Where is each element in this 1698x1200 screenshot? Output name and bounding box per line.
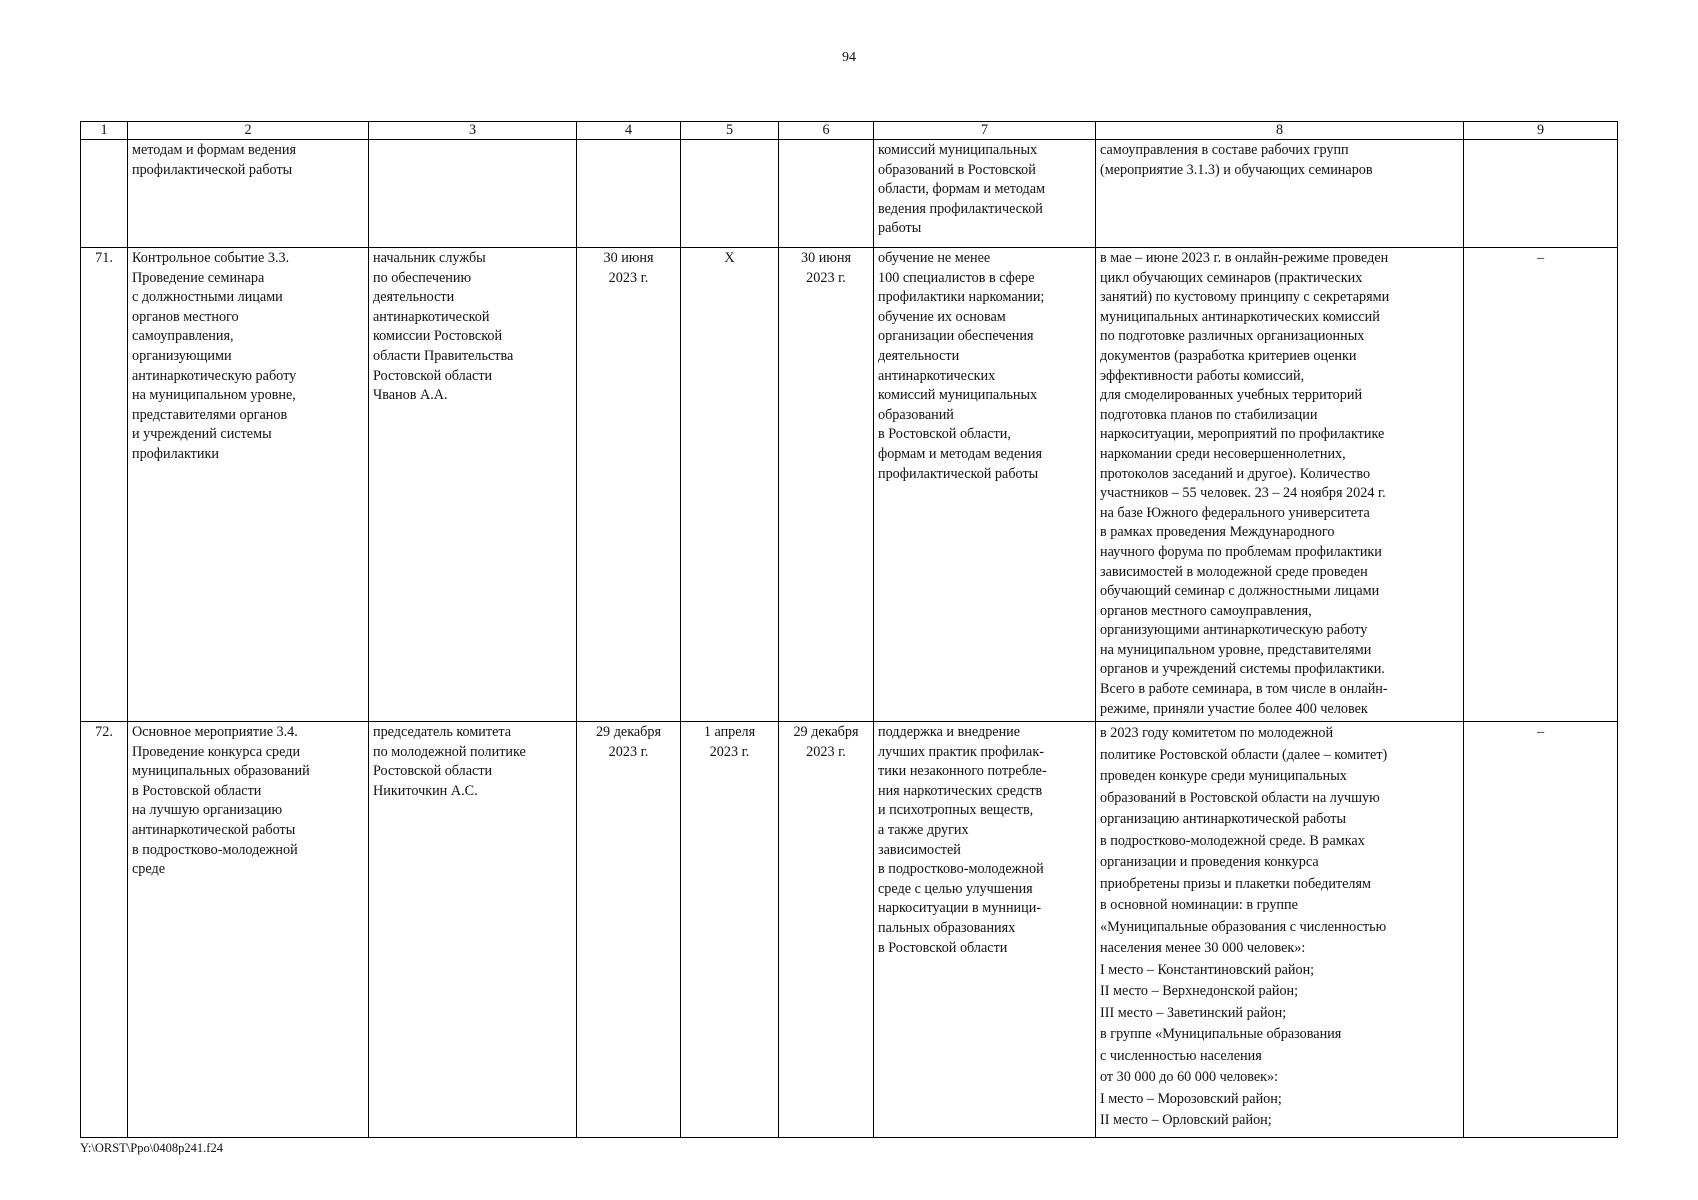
date-fact-start-cell: 1 апреля 2023 г. xyxy=(681,722,779,1138)
date-plan-cell: 29 декабря 2023 г. xyxy=(577,722,681,1138)
result-plan-cell: поддержка и внедрение лучших практик профилак- тики незаконного потребле- ния наркотических средств и психотропных веществ, а также других зависимостей в подростково-молодежной среде с целью улучшения наркоситуации в мунници- пальных образованиях в Ростовской области xyxy=(874,722,1096,1138)
file-path-footer: Y:\ORST\Ppo\0408p241.f24 xyxy=(80,1141,223,1155)
column-header: 7 xyxy=(874,122,1096,140)
row-number-cell: 71. xyxy=(81,248,128,722)
result-fact-cell: в 2023 году комитетом по молодежной политике Ростовской области (далее – комитет) проведен конкуре среди муниципальных образований в Ростовской области на лучшую организацию антинаркотической работы в подростково-молодежной среде. В рамках организации и проведения конкурса приобретены призы и плакетки победителям в основной номинации: в группе «Муниципальные образования с численностью населения менее 30 000 человек»: I место – Константиновский район; II место – Верхнедонской район; III место – Заветинский район; в группе «Муниципальные образования с численностью населения от 30 000 до 60 000 человек»: I место – Морозовский район; II место – Орловский район; xyxy=(1096,722,1464,1138)
column-header: 1 xyxy=(81,122,128,140)
table-row xyxy=(81,248,1618,722)
responsible-cell: начальник службы по обеспечению деятельности антинаркотической комиссии Ростовской области Правительства Ростовской области Чванов А.А. xyxy=(369,248,577,722)
row-number-cell: 72. xyxy=(81,722,128,1138)
event-cell: Контрольное событие 3.3. Проведение семинара с должностными лицами органов местного самоуправления, организующими антинаркотическую работу на муниципальном уровне, представителями органов и учреждений системы профилактики xyxy=(128,248,369,722)
result-plan-cell: обучение не менее 100 специалистов в сфере профилактики наркомании; обучение их основам организации обеспечения деятельности антинаркотических комиссий муниципальных образований в Ростовской области, формам и методам ведения профилактической работы xyxy=(874,248,1096,722)
event-cell: методам и формам ведения профилактической работы xyxy=(128,140,369,248)
table-header-row xyxy=(81,122,1618,140)
column-header: 3 xyxy=(369,122,577,140)
event-cell: Основное мероприятие 3.4. Проведение конкурса среди муниципальных образований в Ростовской области на лучшую организацию антинаркотической работы в подростково-молодежной среде xyxy=(128,722,369,1138)
date-fact-end-cell xyxy=(779,140,874,248)
column-header: 2 xyxy=(128,122,369,140)
note-cell: – xyxy=(1464,722,1618,1138)
date-plan-cell xyxy=(577,140,681,248)
column-header: 6 xyxy=(779,122,874,140)
table-row xyxy=(81,722,1618,1138)
responsible-cell xyxy=(369,140,577,248)
result-fact-cell: самоуправления в составе рабочих групп (мероприятие 3.1.3) и обучающих семинаров xyxy=(1096,140,1464,248)
column-header: 8 xyxy=(1096,122,1464,140)
row-number-cell xyxy=(81,140,128,248)
date-fact-end-cell: 29 декабря 2023 г. xyxy=(779,722,874,1138)
result-fact-cell: в мае – июне 2023 г. в онлайн-режиме проведен цикл обучающих семинаров (практических занятий) по кустовому принципу с секретарями муниципальных антинаркотических комиссий по подготовке различных организационных документов (разработка критериев оценки эффективности работы комиссий, для смоделированных учебных территорий подготовка планов по стабилизации наркоситуации, мероприятий по профилактике наркомании среди несовершеннолетних, протоколов заседаний и другое). Количество участников – 55 человек. 23 – 24 ноября 2024 г. на базе Южного федерального университета в рамках проведения Международного научного форума по проблемам профилактики зависимостей в молодежной среде проведен обучающий семинар с должностными лицами органов местного самоуправления, организующими антинаркотическую работу на муниципальном уровне, представителями органов и учреждений системы профилактики. Всего в работе семинара, в том числе в онлайн- режиме, приняли участие более 400 человек xyxy=(1096,248,1464,722)
column-header: 9 xyxy=(1464,122,1618,140)
date-plan-cell: 30 июня 2023 г. xyxy=(577,248,681,722)
date-fact-end-cell: 30 июня 2023 г. xyxy=(779,248,874,722)
note-cell xyxy=(1464,140,1618,248)
page-number: 94 xyxy=(842,50,856,65)
column-header: 5 xyxy=(681,122,779,140)
column-header: 4 xyxy=(577,122,681,140)
result-plan-cell: комиссий муниципальных образований в Ростовской области, формам и методам ведения профилактической работы xyxy=(874,140,1096,248)
plan-table xyxy=(80,121,1618,1138)
table-row xyxy=(81,140,1618,248)
date-fact-start-cell: Х xyxy=(681,248,779,722)
responsible-cell: председатель комитета по молодежной политике Ростовской области Никиточкин А.С. xyxy=(369,722,577,1138)
date-fact-start-cell xyxy=(681,140,779,248)
note-cell: – xyxy=(1464,248,1618,722)
